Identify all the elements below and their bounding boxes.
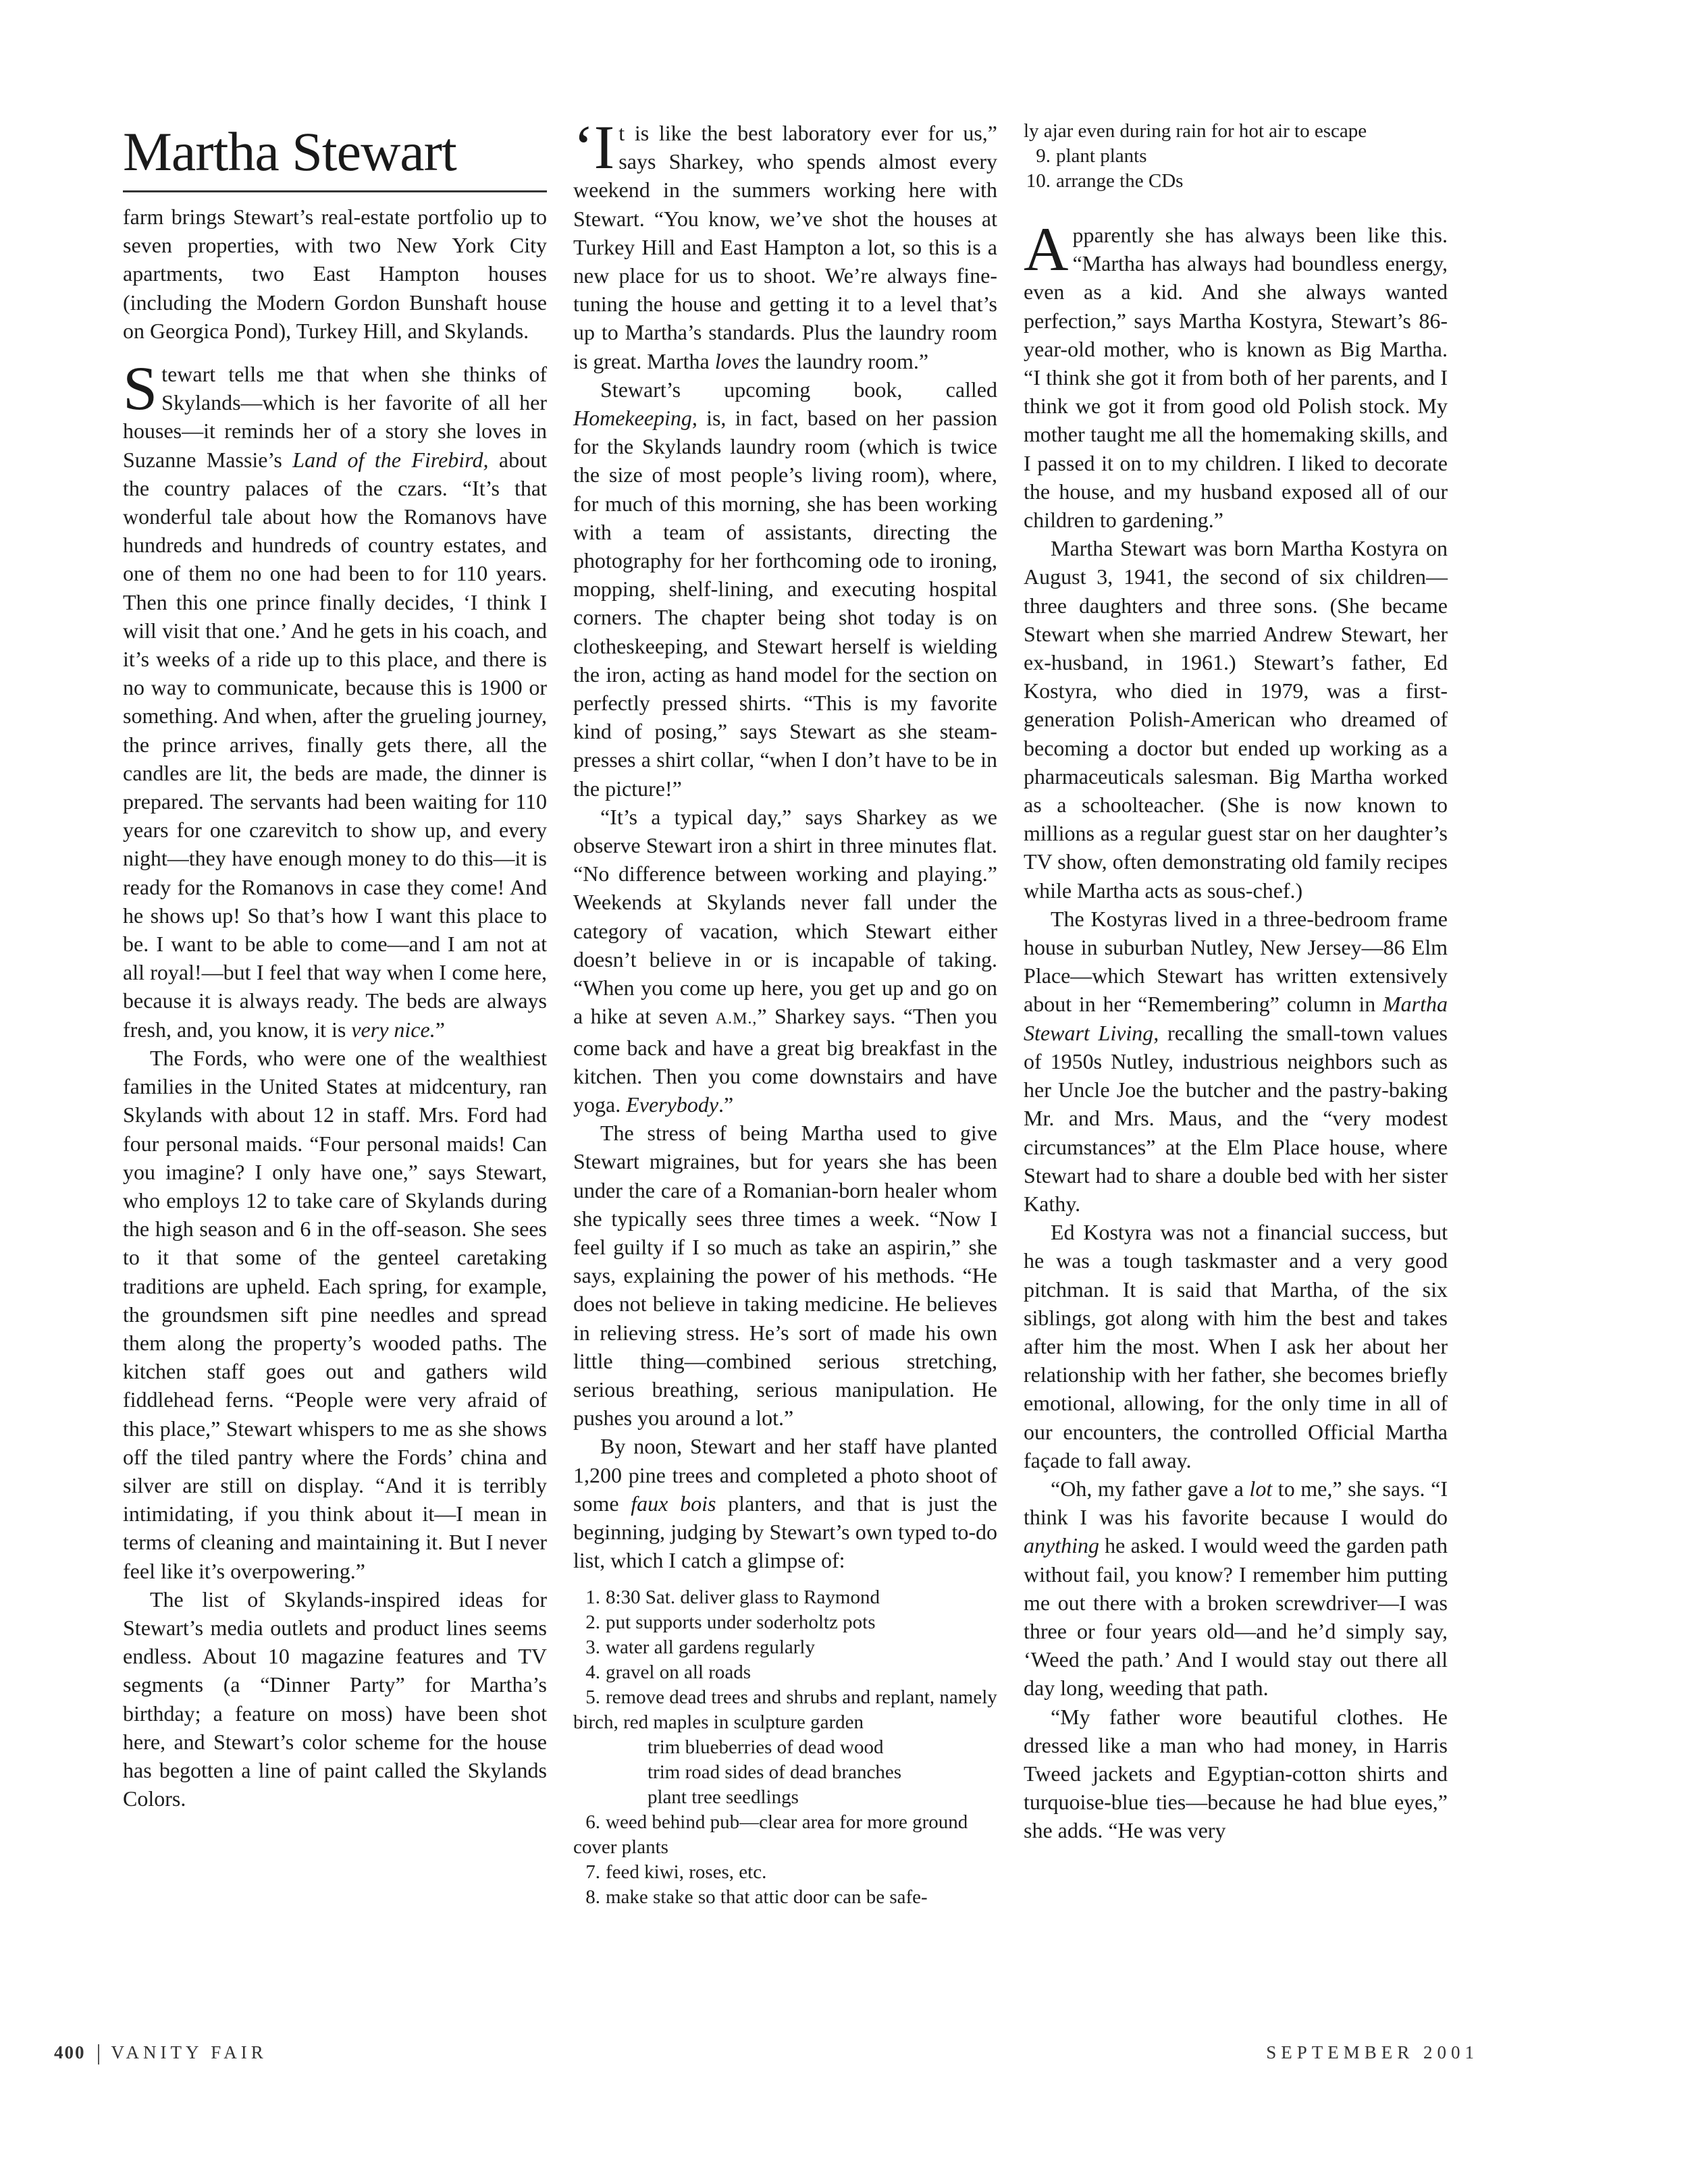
drop-cap: A — [1024, 215, 1069, 284]
list-text: plant tree seedlings — [648, 1786, 799, 1809]
list-text: arrange the CDs — [1056, 170, 1184, 192]
list-number: 5. — [585, 1686, 600, 1709]
paragraph: farm brings Stewart’s real-estate portfolio up to seven properties, with two New York City apartments, two East Hampton houses (including the Modern Gordon Bunshaft house on Georgica Pond), Turkey Hill, and Skylands. — [123, 205, 547, 343]
list-text: remove dead trees and shrubs and replant, namely birch, red maples in sculpture garden — [573, 1686, 997, 1734]
list-item — [573, 1810, 997, 1860]
list-text: plant plants — [1056, 145, 1147, 167]
paragraph — [573, 1432, 997, 1574]
title-rule — [123, 190, 547, 192]
text-run: The Kostyras lived in a three-bedroom frame house in suburban Nutley, New Jersey—86 Elm Place—which Stewart has written extensively about in her “Remembering” column in — [1024, 906, 1448, 1017]
italic-text: loves — [714, 348, 760, 373]
list-text: trim road sides of dead branches — [648, 1761, 902, 1784]
list-text: water all gardens regularly — [606, 1636, 815, 1659]
list-item — [1024, 144, 1448, 169]
paragraph — [1024, 905, 1448, 1218]
text-run: tewart tells me that when she thinks of Skylands—which is her favorite of all her houses—it reminds her of a story she loves in Suzanne Massie’s — [123, 362, 547, 472]
text-run: about the country palaces of the czars. “It’s that wonderful tale about how the Romanovs have hundreds and hundreds of country estates, and one of them no one had been to for 110 years. Then this one prince finally decides, ‘I think I will visit that one.’ And he gets in his coach, and it’s weeks of a ride up to this place, and there is no way to communicate, because this is 1900 or something. And when, after the grueling journey, the prince arrives, finally gets there, all the candles are lit, the beds are made, the dinner is prepared. The servants had been waiting for 110 years for one czarevitch to show up, and every night—they have enough money to do this—it is ready for the Romanovs in case they come! And he shows up! So that’s how I want this place to be. I want to be able to come—and I am not at all royal!—but I feel that way when I come here, because it is always ready. The beds are always fresh, and, you know, it is — [123, 447, 548, 1042]
list-text: 8:30 Sat. deliver glass to Raymond — [606, 1587, 880, 1609]
list-item — [573, 1885, 997, 1910]
paragraph — [573, 375, 997, 803]
list-item — [573, 1585, 997, 1610]
paragraph — [123, 354, 548, 1044]
paragraph — [1024, 1474, 1448, 1703]
paragraph: Martha Stewart was born Martha Kostyra on August 3, 1941, the second of six children—three daughters and three sons. (She became Stewart when she married Andrew Stewart, her ex-husband, in 1961.) Stewart’s father, Ed Kostyra, who died in 1979, was a first-generation Polish-American who dreamed of becoming a doctor but ended up working as a pharmaceuticals salesman. Big Martha worked as a schoolteacher. (She is now known to millions as a regular guest star on her daughter’s TV show, often demonstrating old family recipes while Martha acts as sous-chef.) — [1024, 536, 1448, 903]
list-number: 8. — [585, 1886, 600, 1909]
text-run: ” Sharkey says. “Then you come back and have a great big breakfast in the kitchen. Then you come downstairs and have yoga. — [573, 1004, 998, 1117]
italic-text: Everybody — [626, 1092, 719, 1117]
page-number: 400 — [54, 2042, 86, 2062]
text-run: By noon, Stewart and her staff have planted 1,200 pine trees and completed a photo shoot of some — [573, 1434, 997, 1516]
list-text: make stake so that attic door can be safe- — [606, 1886, 928, 1909]
list-number: 9. — [1036, 145, 1051, 167]
list-item — [1024, 169, 1448, 194]
text-run: he asked. I would weed the garden path without fail, you know? I remember him putting me out there with a broken screwdriver—I was three or four years old—and he’d simply say, ‘Weed the path.’ And I would stay out there all day long, weeding that path. — [1024, 1533, 1448, 1701]
list-item — [573, 1660, 997, 1685]
text-run: is, in fact, based on her passion for the Skylands laundry room (which is twice the size of most people’s living room), where, for much of this morning, she has been working with a team of assistants, directing the photography for her forthcoming ode to ironing, mopping, shelf-lining, and executing hospital corners. The chapter being shot today is on clotheskeeping, and Stewart herself is wielding the iron, acting as hand model for the section on perfectly pressed shirts. “This is my favorite kind of posing,” says Stewart as she steam-presses a shirt collar, “when I don’t have to be in the picture!” — [573, 406, 997, 801]
paragraph — [1024, 215, 1448, 534]
footer-divider — [98, 2044, 99, 2065]
list-number: 2. — [585, 1612, 600, 1634]
drop-cap: ‘I — [573, 113, 615, 182]
list-text: weed behind pub—clear area for more ground cover plants — [573, 1811, 968, 1859]
text-run: recalling the small-town values of 1950s Nutley, industrious neighbors such as her Uncle Joe the butcher and the pastry-baking Mr. and Mrs. Maus, and the “very modest circumstances” at the Elm Place house, where Stewart had to share a double bed with her sister Kathy. — [1024, 1020, 1448, 1216]
paragraph — [573, 113, 997, 375]
list-item — [573, 1860, 997, 1885]
text-run: to me,” she says. “I think I was his favorite because I would do — [1024, 1476, 1448, 1530]
list-text: trim blueberries of dead wood — [648, 1736, 884, 1759]
italic-title: Land of the Firebird, — [292, 447, 489, 472]
italic-text: anything — [1024, 1533, 1099, 1558]
text-run: ” — [435, 1017, 445, 1042]
drop-cap: S — [123, 354, 158, 423]
paragraph: The list of Skylands-inspired ideas for Stewart’s media outlets and product lines seems endless. About 10 magazine features and TV segments (a “Dinner Party” for Martha’s birthday; a feature on moss) have been shot here, and Stewart’s color scheme for the house has begotten a line of paint called the Skylands Colors. — [123, 1587, 547, 1811]
list-text: ly ajar even during rain for hot air to escape — [1024, 120, 1367, 142]
paragraph: The stress of being Martha used to give Stewart migraines, but for years she has been under the care of a Romanian-born healer whom she typically sees three times a week. “Now I feel guilty if I so much as take an aspirin,” she says, explaining the power of his methods. “He does not believe in taking medicine. He believes in relieving stress. He’s sort of made his own little thing—combined serious stretching, serious breathing, serious manipulation. He pushes you around a lot.” — [573, 1121, 997, 1431]
list-number: 10. — [1026, 170, 1051, 192]
column-3 — [1024, 119, 1448, 1845]
list-number: 4. — [585, 1661, 600, 1684]
text-run: .” — [718, 1092, 734, 1117]
column-2 — [573, 113, 998, 1915]
text-run: Stewart’s upcoming book, called — [600, 377, 997, 402]
column-1 — [123, 203, 547, 1813]
list-item — [573, 1735, 997, 1760]
italic-text: faux bois — [631, 1491, 716, 1516]
text-run: planters, and that is just the beginning, judging by Stewart’s own typed to-do list, which I catch a glimpse of: — [573, 1491, 998, 1573]
italic-text: lot — [1249, 1476, 1273, 1501]
list-item — [573, 1610, 997, 1635]
italic-title: Homekeeping, — [573, 406, 697, 431]
todo-list — [573, 1585, 997, 1910]
paragraph: Ed Kostyra was not a financial success, but he was a tough taskmaster and a very good pitchman. It is said that Martha, of the six siblings, got along with him the best and takes after him the most. When I ask her about her relationship with her father, she becomes briefly emotional, allowing, for the only time in all of our encounters, the controlled Official Martha façade to fall away. — [1024, 1220, 1448, 1472]
text-run: t is like the best laboratory ever for us,” says Sharkey, who spends almost every weekend in the summers working here with Stewart. “You know, we’ve shot the houses at Turkey Hill and East Hampton a lot, so this is a new place for us to shoot. We’re always fine-tuning the house and getting it to a level that’s up to Martha’s standards. Plus the laundry room is great. Martha — [573, 121, 997, 373]
text-run: “It’s a typical day,” says Sharkey as we observe Stewart iron a shirt in three minutes flat. “No difference between working and playing.” Weekends at Skylands never fall under the category of vacation, which Stewart either doesn’t believe in or is incapable of taking. “When you come up here, you get up and go on a hike at seven — [573, 804, 997, 1029]
list-text: feed kiwi, roses, etc. — [606, 1861, 767, 1884]
list-item — [573, 1685, 997, 1735]
list-number: 3. — [585, 1636, 600, 1659]
todo-list-continued — [1024, 119, 1448, 194]
list-number: 1. — [585, 1587, 600, 1609]
list-item — [573, 1760, 997, 1785]
list-number: 7. — [585, 1861, 600, 1884]
list-text: gravel on all roads — [606, 1661, 751, 1684]
paragraph: The Fords, who were one of the wealthiest families in the United States at midcentury, ran Skylands with about 12 in staff. Mrs. Ford had four personal maids. “Four personal maids! Can you imagine? I only have one,” says Stewart, who employs 12 to take care of Skylands during the high season and 6 in the off-season. She sees to it that some of the genteel caretaking traditions are upheld. Each spring, for example, the groundsmen sift pine needles and spread them along the property’s wooded paths. The kitchen staff goes out and gathers wild fiddlehead ferns. “People were very afraid of this place,” Stewart whispers to me as she shows off the tiled pantry where the Fords’ china and silver are still on display. “And it is terribly intimidating, if you think about it—I mean in terms of cleaning and maintaining it. But I never feel like it’s overpowering.” — [123, 1045, 547, 1583]
paragraph: “My father wore beautiful clothes. He dressed like a man who had money, in Harris Tweed jackets and Egyptian-cotton shirts and turquoise-blue ties—because he had blue eyes,” she adds. “He was very — [1024, 1704, 1448, 1843]
list-item — [573, 1635, 997, 1660]
text-run: the laundry room.” — [759, 348, 929, 373]
list-text: put supports under soderholtz pots — [606, 1612, 876, 1634]
list-item — [573, 1785, 997, 1810]
small-caps: A.M., — [715, 1010, 758, 1028]
magazine-name: VANITY FAIR — [111, 2042, 267, 2062]
text-run: “Oh, my father gave a — [1051, 1476, 1250, 1501]
issue-date: SEPTEMBER 2001 — [1266, 2042, 1479, 2062]
list-item — [1024, 119, 1448, 144]
paragraph — [573, 803, 997, 1119]
page-footer — [54, 2042, 267, 2065]
text-run: pparently she has always been like this. “Martha has always had boundless energy, even as a kid. And she always wanted perfection,” says Martha Kostyra, Stewart’s 86-year-old mother, who is known as Big Martha. “I think she got it from both of her parents, and I think we got it from good old Polish stock. My mother taught me all the homemaking skills, and I passed it on to my children. I liked to decorate the house, and my husband exposed all of our children to gardening.” — [1024, 223, 1448, 533]
italic-text: very nice. — [351, 1017, 436, 1042]
article-title: Martha Stewart — [123, 121, 456, 182]
italic-title: Martha Stewart Living, — [1024, 992, 1448, 1045]
list-number: 6. — [585, 1811, 600, 1834]
